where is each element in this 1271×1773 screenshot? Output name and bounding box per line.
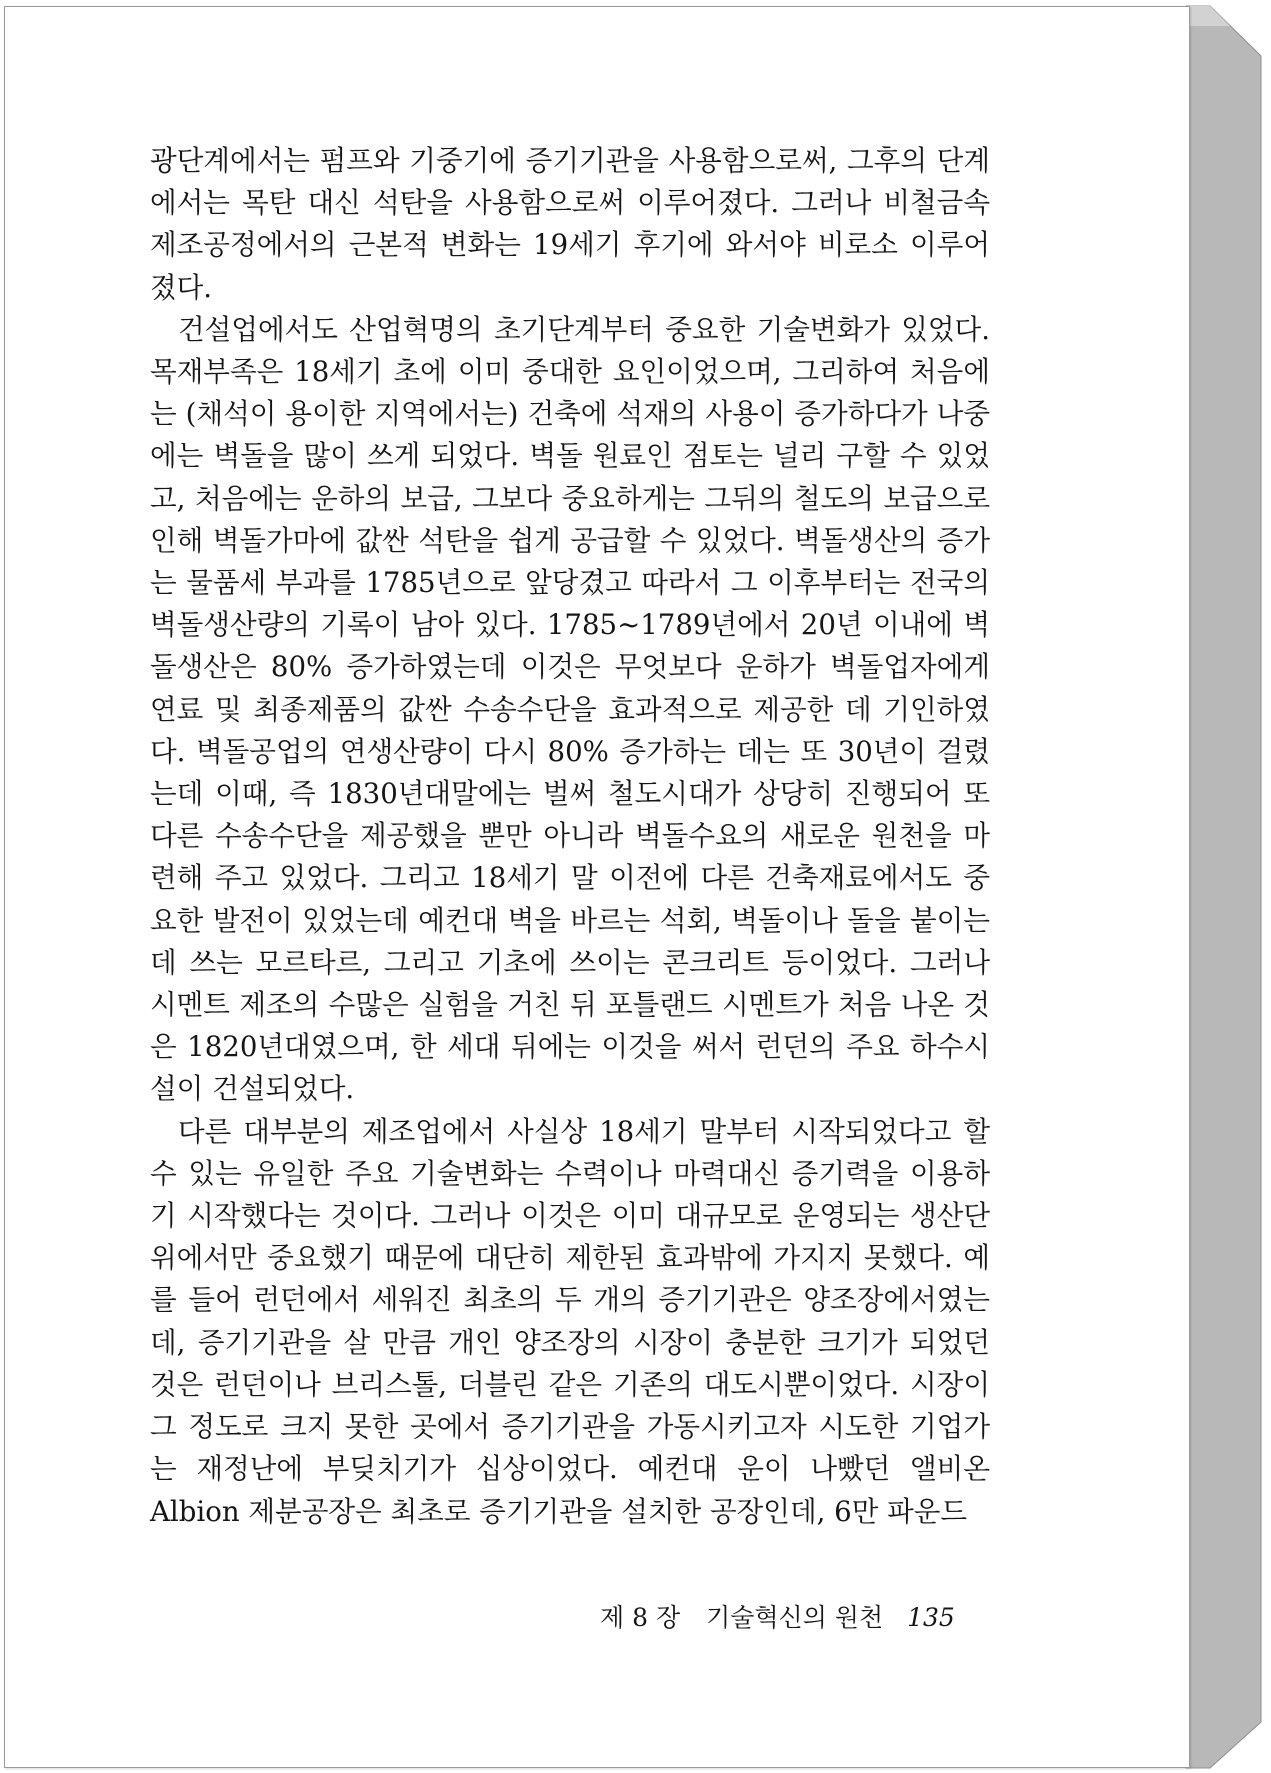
page-footer — [600, 1598, 960, 1634]
body-text — [150, 140, 990, 1533]
footer-chapter: 제 8 장 — [600, 1603, 681, 1632]
paragraph-3: 다른 대부분의 제조업에서 사실상 18세기 말부터 시작되었다고 할 수 있는 유일한 주요 기술변화는 수력이나 마력대신 증기력을 이용하기 시작했다는 것이다. 그러나 이것은 이미 대규모로 운영되는 생산단위에서만 중요했기 때문에 대단히 제한된 효과밖에 가지지 못했다. 예를 들어 런던에서 세워진 최초의 두 개의 증기기관은 양조장에서였는데, 증기기관을 살 만큼 개인 양조장의 시장이 충분한 크기가 되었던 것은 런던이나 브리스톨, 더블린 같은 기존의 대도시뿐이었다. 시장이 그 정도로 크지 못한 곳에서 증기기관을 가동시키고자 시도한 기업가는 재정난에 부딪치기가 십상이었다. 예컨대 운이 나빴던 앨비온 Albion 제분공장은 최초로 증기기관을 설치한 공장인데, 6만 파운드 — [150, 1114, 990, 1528]
paragraph-1: 광단계에서는 펌프와 기중기에 증기기관을 사용함으로써, 그후의 단계에서는 목탄 대신 석탄을 사용함으로써 이루어졌다. 그러나 비철금속 제조공정에서의 근본적 변화는 19세기 후기에 와서야 비로소 이루어졌다. — [150, 144, 990, 304]
paragraph-2: 건설업에서도 산업혁명의 초기단계부터 중요한 기술변화가 있었다. 목재부족은 18세기 초에 이미 중대한 요인이었으며, 그리하여 처음에는 (채석이 용이한 지역에서는) 건축에 석재의 사용이 증가하다가 나중에는 벽돌을 많이 쓰게 되었다. 벽돌 원료인 점토는 널리 구할 수 있었고, 처음에는 운하의 보급, 그보다 중요하게는 그뒤의 철도의 보급으로 인해 벽돌가마에 값싼 석탄을 쉽게 공급할 수 있었다. 벽돌생산의 증가는 물품세 부과를 1785년으로 앞당겼고 따라서 그 이후부터는 전국의 벽돌생산량의 기록이 남아 있다. 1785~1789년에서 20년 이내에 벽돌생산은 80% 증가하였는데 이것은 무엇보다 운하가 벽돌업자에게 연료 및 최종제품의 값싼 수송수단을 효과적으로 제공한 데 기인하였다. 벽돌공업의 연생산량이 다시 80% 증가하는 데는 또 30년이 걸렸는데 이때, 즉 1830년대말에는 벌써 철도시대가 상당히 진행되어 또다른 수송수단을 제공했을 뿐만 아니라 벽돌수요의 새로운 원천을 마련해 주고 있었다. 그리고 18세기 말 이전에 다른 건축재료에서도 중요한 발전이 있었는데 예컨대 벽을 바르는 석회, 벽돌이나 돌을 붙이는 데 쓰는 모르타르, 그리고 기초에 쓰이는 콘크리트 등이었다. 그러나 시멘트 제조의 수많은 실험을 거친 뒤 포틀랜드 시멘트가 처음 나온 것은 1820년대였으며, 한 세대 뒤에는 이것을 써서 런던의 주요 하수시설이 건설되었다. — [150, 312, 990, 1106]
footer-title: 기술혁신의 원천 — [706, 1603, 884, 1632]
page-number: 135 — [907, 1603, 955, 1632]
